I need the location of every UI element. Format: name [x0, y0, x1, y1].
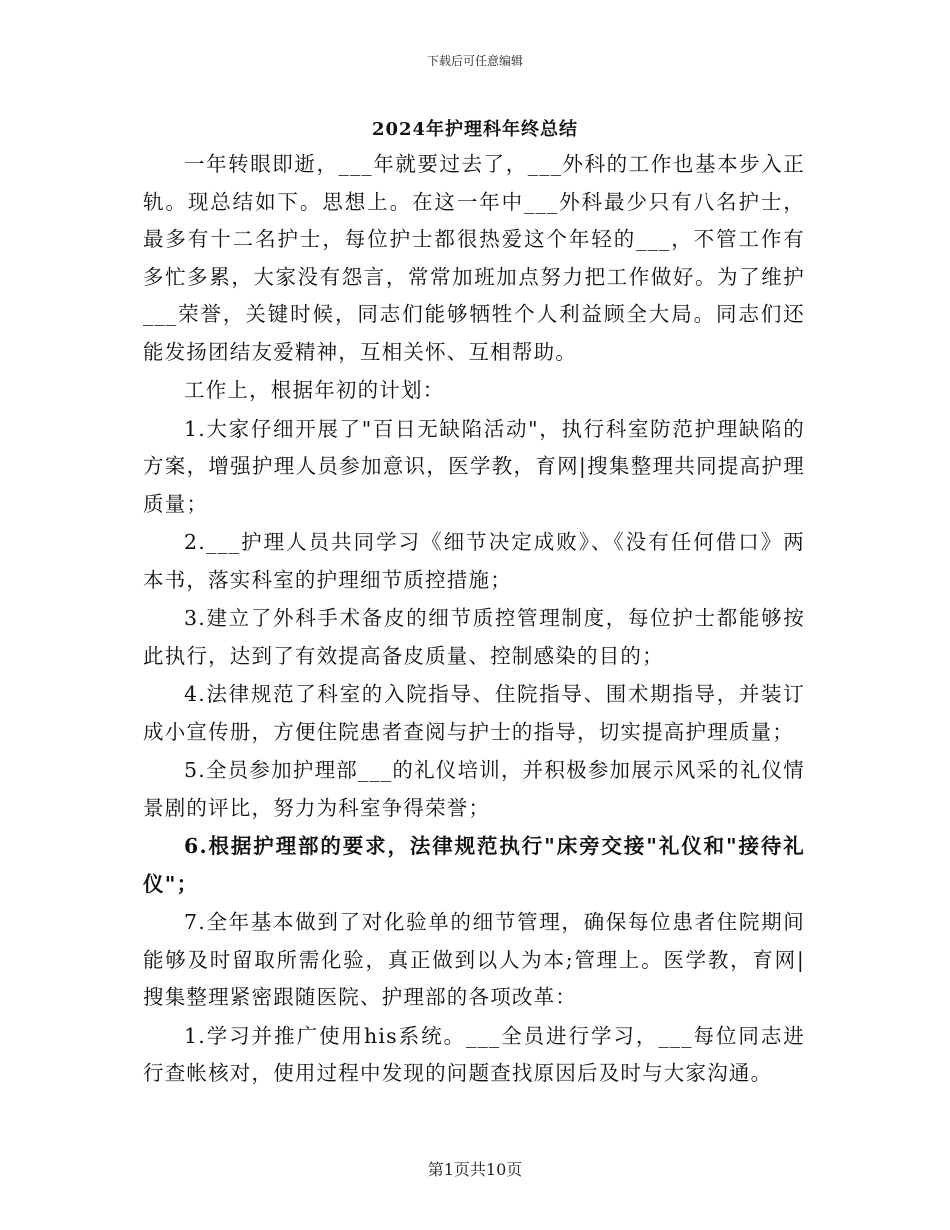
- document-title: 2024年护理科年终总结: [371, 119, 579, 140]
- paragraph-item-3: 3.建立了外科手术备皮的细节质控管理制度，每位护士都能够按此执行，达到了有效提高备皮质量、控制感染的目的；: [143, 606, 805, 668]
- paragraph-item-2: 2.___护理人员共同学习《细节决定成败》、《没有任何借口》两本书，落实科室的护理细节质控措施；: [143, 530, 805, 592]
- paragraph-item-4: 4.法律规范了科室的入院指导、住院指导、围术期指导，并装订成小宣传册，方便住院患者查阅与护士的指导，切实提高护理质量；: [143, 682, 805, 744]
- paragraph-item-6: 6.根据护理部的要求，法律规范执行"床旁交接"礼仪和"接待礼仪"；: [143, 834, 805, 896]
- page-footer: 第1页共10页: [427, 1160, 523, 1179]
- paragraph-item-7: 7.全年基本做到了对化验单的细节管理，确保每位患者住院期间能够及时留取所需化验，真正做到以人为本;管理上。医学教，育网|搜集整理紧密跟随医院、护理部的各项改革：: [143, 910, 805, 1009]
- page-header: 下载后可任意编辑: [426, 54, 523, 68]
- paragraph-item-1: 1.大家仔细开展了"百日无缺陷活动"，执行科室防范护理缺陷的方案，增强护理人员参加意识，医学教，育网|搜集整理共同提高护理质量；: [143, 416, 805, 516]
- document-body: [143, 146, 805, 1094]
- paragraph-work-plan: 工作上，根据年初的计划：: [184, 378, 445, 402]
- paragraph-management-item-1: 1.学习并推广使用his系统。___全员进行学习，___每位同志进行查帐核对，使用过程中发现的问题查找原因后及时与大家沟通。: [143, 1023, 805, 1085]
- paragraph-intro: 一年转眼即逝，___年就要过去了，___外科的工作也基本步入正轨。现总结如下。思想上。在这一年中___外科最少只有八名护士，最多有十二名护士，每位护士都很热爱这个年轻的___，不管工作有多忙多累，大家没有怨言，常常加班加点努力把工作做好。为了维护___荣誉，关键时候，同志们能够牺牲个人利益顾全大局。同志们还能发扬团结友爱精神，互相关怀、互相帮助。: [143, 152, 805, 364]
- paragraph-item-5: 5.全员参加护理部___的礼仪培训，并积极参加展示风采的礼仪情景剧的评比，努力为科室争得荣誉；: [143, 758, 805, 820]
